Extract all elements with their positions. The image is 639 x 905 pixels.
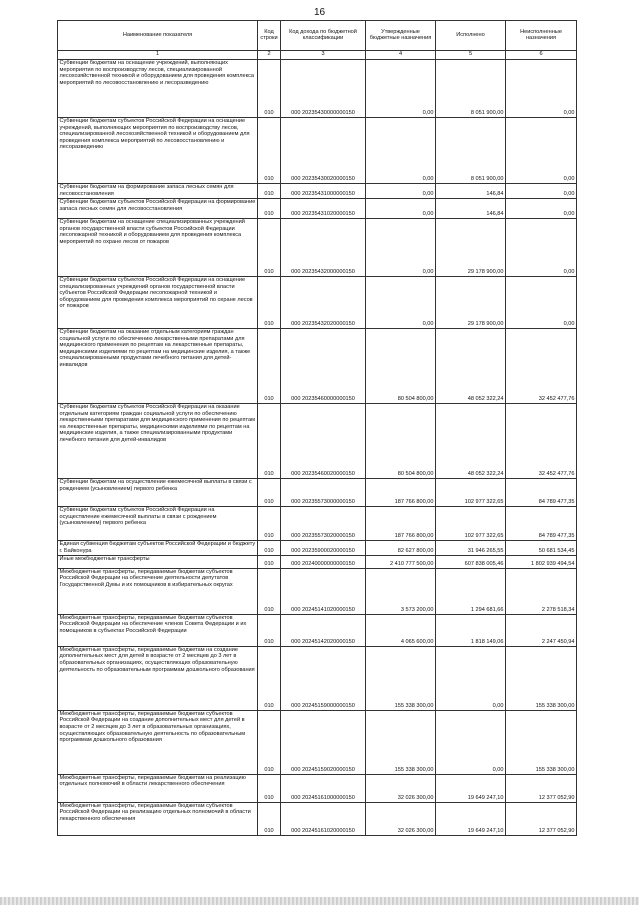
column-number: 4 <box>366 50 436 59</box>
row-budget-code: 000 20245161000000150 <box>281 774 366 802</box>
row-line-code: 010 <box>258 802 281 835</box>
page-number: 16 <box>313 7 326 18</box>
row-unexecuted: 0,00 <box>506 198 577 218</box>
row-line-code: 010 <box>258 218 281 276</box>
budget-execution-table <box>57 20 577 836</box>
row-approved: 0,00 <box>366 183 436 198</box>
column-number: 6 <box>506 50 577 59</box>
table-row <box>58 117 577 183</box>
row-approved: 0,00 <box>366 276 436 328</box>
row-name: Межбюджетные трансферты, передаваемые бюджетам на реализацию отдельных полномочий в области лекарственного обеспечения <box>58 774 258 802</box>
table-row <box>58 183 577 198</box>
row-approved: 187 766 800,00 <box>366 506 436 540</box>
row-budget-code: 000 20235432020000150 <box>281 276 366 328</box>
row-unexecuted: 0,00 <box>506 59 577 117</box>
row-name: Субвенции бюджетам на оснащение специализированных учреждений органов государственной власти субъектов Российской Федерации лесопожарной техникой и оборудованием для проведения комплекса мероприятий по охране лесов от пожаров <box>58 218 258 276</box>
row-approved: 0,00 <box>366 117 436 183</box>
scan-edge <box>0 897 639 905</box>
row-executed: 29 178 900,00 <box>436 218 506 276</box>
row-budget-code: 000 20235460020000150 <box>281 403 366 478</box>
row-executed: 0,00 <box>436 710 506 774</box>
row-budget-code: 000 20235573020000150 <box>281 506 366 540</box>
row-name: Субвенции бюджетам субъектов Российской Федерации на формирование запаса лесных семян для лесовосстановления <box>58 198 258 218</box>
row-budget-code: 000 20235431000000150 <box>281 183 366 198</box>
table-row <box>58 555 577 568</box>
column-number-row <box>58 50 577 59</box>
row-approved: 155 338 300,00 <box>366 710 436 774</box>
row-name: Субвенции бюджетам субъектов Российской Федерации на оказание отдельным категориям граждан социальной услуги по обеспечению лекарственными препаратами для медицинского применения по рецептам на лекарственные препараты, медицинскими изделиями по рецептам на медицинские изделия, а также специализированными продуктами лечебного питания для детей-инвалидов <box>58 403 258 478</box>
row-budget-code: 000 20235460000000150 <box>281 328 366 403</box>
row-unexecuted: 0,00 <box>506 183 577 198</box>
table-row <box>58 198 577 218</box>
column-number: 5 <box>436 50 506 59</box>
table-row <box>58 276 577 328</box>
row-approved: 32 026 300,00 <box>366 774 436 802</box>
row-unexecuted: 12 377 052,90 <box>506 774 577 802</box>
row-executed: 146,84 <box>436 198 506 218</box>
table-row <box>58 646 577 710</box>
row-unexecuted: 0,00 <box>506 117 577 183</box>
table-row <box>58 802 577 835</box>
row-executed: 102 977 322,65 <box>436 506 506 540</box>
row-unexecuted: 1 802 939 494,54 <box>506 555 577 568</box>
row-line-code: 010 <box>258 403 281 478</box>
row-unexecuted: 50 681 534,45 <box>506 540 577 555</box>
table-row <box>58 328 577 403</box>
header-row <box>58 21 577 51</box>
table-row <box>58 506 577 540</box>
row-unexecuted: 32 452 477,76 <box>506 328 577 403</box>
row-name: Единая субвенция бюджетам субъектов Российской Федерации и бюджету г. Байконура <box>58 540 258 555</box>
row-executed: 1 294 681,66 <box>436 568 506 614</box>
row-budget-code: 000 20245159020000150 <box>281 710 366 774</box>
column-number: 3 <box>281 50 366 59</box>
row-executed: 146,84 <box>436 183 506 198</box>
row-approved: 155 338 300,00 <box>366 646 436 710</box>
row-unexecuted: 0,00 <box>506 218 577 276</box>
table-body <box>58 59 577 835</box>
row-line-code: 010 <box>258 478 281 506</box>
row-budget-code: 000 20235900020000150 <box>281 540 366 555</box>
table-row <box>58 614 577 646</box>
row-name: Субвенции бюджетам на оказание отдельным категориям граждан социальной услуги по обеспечению лекарственными препаратами для медицинского применения по рецептам на лекарственные препараты, медицинскими изделиями по рецептам на медицинские изделия, а также специализированными продуктами лечебного питания для детей-инвалидов <box>58 328 258 403</box>
row-unexecuted: 84 789 477,35 <box>506 506 577 540</box>
row-name: Межбюджетные трансферты, передаваемые бюджетам субъектов Российской Федерации на обеспечение членов Совета Федерации и их помощников в субъектах Российской Федерации <box>58 614 258 646</box>
table-row <box>58 403 577 478</box>
header-unexecuted: Неисполненные назначения <box>506 21 577 51</box>
row-unexecuted: 12 377 052,90 <box>506 802 577 835</box>
row-unexecuted: 84 789 477,35 <box>506 478 577 506</box>
row-name: Субвенции бюджетам на оснащение учреждений, выполняющих мероприятия по воспроизводству лесов, специализированной лесохозяйственной техникой и оборудованием для проведения комплекса мероприятий по лесовосстановлению и лесоразведению <box>58 59 258 117</box>
row-executed: 19 649 247,10 <box>436 802 506 835</box>
table-row <box>58 478 577 506</box>
row-line-code: 010 <box>258 506 281 540</box>
row-unexecuted: 155 338 300,00 <box>506 646 577 710</box>
row-budget-code: 000 20235431020000150 <box>281 198 366 218</box>
row-unexecuted: 2 247 450,94 <box>506 614 577 646</box>
row-line-code: 010 <box>258 614 281 646</box>
table-row <box>58 774 577 802</box>
row-line-code: 010 <box>258 568 281 614</box>
row-name: Субвенции бюджетам субъектов Российской Федерации на оснащение учреждений, выполняющих мероприятия по воспроизводству лесов, специализированной лесохозяйственной техникой и оборудованием для проведения комплекса мероприятий по лесовосстановлению и лесоразведению <box>58 117 258 183</box>
row-line-code: 010 <box>258 646 281 710</box>
row-line-code: 010 <box>258 540 281 555</box>
row-budget-code: 000 20235573000000150 <box>281 478 366 506</box>
row-executed: 29 178 900,00 <box>436 276 506 328</box>
row-unexecuted: 0,00 <box>506 276 577 328</box>
row-line-code: 010 <box>258 183 281 198</box>
row-approved: 80 504 800,00 <box>366 328 436 403</box>
row-name: Субвенции бюджетам субъектов Российской Федерации на оснащение специализированных учреждений органов государственной власти субъектов Российской Федерации лесопожарной техникой и оборудованием для проведения комплекса мероприятий по охране лесов от пожаров <box>58 276 258 328</box>
header-budget-code: Код дохода по бюджетной классификации <box>281 21 366 51</box>
row-line-code: 010 <box>258 276 281 328</box>
row-approved: 4 065 600,00 <box>366 614 436 646</box>
table-row <box>58 540 577 555</box>
row-budget-code: 000 20245141020000150 <box>281 568 366 614</box>
row-executed: 8 051 900,00 <box>436 117 506 183</box>
row-line-code: 010 <box>258 555 281 568</box>
column-number: 2 <box>258 50 281 59</box>
row-executed: 1 818 149,06 <box>436 614 506 646</box>
row-name: Межбюджетные трансферты, передаваемые бюджетам субъектов Российской Федерации на обеспечение деятельности депутатов Государственной Думы и их помощников в избирательных округах <box>58 568 258 614</box>
row-approved: 0,00 <box>366 59 436 117</box>
row-name: Субвенции бюджетам субъектов Российской Федерации на осуществление ежемесячной выплаты в связи с рождением (усыновлением) первого ребенка <box>58 506 258 540</box>
row-approved: 3 573 200,00 <box>366 568 436 614</box>
row-line-code: 010 <box>258 59 281 117</box>
header-line-code: Код строки <box>258 21 281 51</box>
row-approved: 2 410 777 500,00 <box>366 555 436 568</box>
header-approved: Утвержденные бюджетные назначения <box>366 21 436 51</box>
row-executed: 48 052 322,24 <box>436 403 506 478</box>
row-executed: 0,00 <box>436 646 506 710</box>
row-name: Межбюджетные трансферты, передаваемые бюджетам субъектов Российской Федерации на реализацию отдельных полномочий в области лекарственного обеспечения <box>58 802 258 835</box>
header-executed: Исполнено <box>436 21 506 51</box>
row-approved: 32 026 300,00 <box>366 802 436 835</box>
column-number: 1 <box>58 50 258 59</box>
table-row <box>58 59 577 117</box>
row-line-code: 010 <box>258 774 281 802</box>
row-budget-code: 000 20235432000000150 <box>281 218 366 276</box>
row-line-code: 010 <box>258 710 281 774</box>
row-approved: 187 766 800,00 <box>366 478 436 506</box>
row-executed: 19 649 247,10 <box>436 774 506 802</box>
row-budget-code: 000 20245142020000150 <box>281 614 366 646</box>
row-budget-code: 000 20235430020000150 <box>281 117 366 183</box>
row-approved: 0,00 <box>366 198 436 218</box>
row-budget-code: 000 20235430000000150 <box>281 59 366 117</box>
row-executed: 48 052 322,24 <box>436 328 506 403</box>
row-name: Субвенции бюджетам на формирование запаса лесных семян для лесовосстановления <box>58 183 258 198</box>
row-budget-code: 000 20245159000000150 <box>281 646 366 710</box>
row-unexecuted: 155 338 300,00 <box>506 710 577 774</box>
row-budget-code: 000 20240000000000150 <box>281 555 366 568</box>
row-executed: 8 051 900,00 <box>436 59 506 117</box>
table-row <box>58 710 577 774</box>
row-line-code: 010 <box>258 117 281 183</box>
row-budget-code: 000 20245161020000150 <box>281 802 366 835</box>
table-row <box>58 568 577 614</box>
row-name: Субвенции бюджетам на осуществление ежемесячной выплаты в связи с рождением (усыновлением) первого ребенка <box>58 478 258 506</box>
row-approved: 0,00 <box>366 218 436 276</box>
row-unexecuted: 2 278 518,34 <box>506 568 577 614</box>
row-approved: 80 504 800,00 <box>366 403 436 478</box>
row-name: Межбюджетные трансферты, передаваемые бюджетам на создание дополнительных мест для детей в возрасте от 2 месяцев до 3 лет в образовательных организациях, осуществляющих образовательную деятельность по образовательным программам дошкольного образования <box>58 646 258 710</box>
row-line-code: 010 <box>258 328 281 403</box>
row-line-code: 010 <box>258 198 281 218</box>
row-name: Иные межбюджетные трансферты <box>58 555 258 568</box>
table-row <box>58 218 577 276</box>
row-executed: 607 838 005,46 <box>436 555 506 568</box>
header-name: Наименование показателя <box>58 21 258 51</box>
row-name: Межбюджетные трансферты, передаваемые бюджетам субъектов Российской Федерации на создание дополнительных мест для детей в возрасте от 2 месяцев до 3 лет в образовательных организациях, осуществляющих образовательную деятельность по образовательным программам дошкольного образования <box>58 710 258 774</box>
row-approved: 82 627 800,00 <box>366 540 436 555</box>
row-unexecuted: 32 452 477,76 <box>506 403 577 478</box>
row-executed: 31 946 265,55 <box>436 540 506 555</box>
row-executed: 102 977 322,65 <box>436 478 506 506</box>
